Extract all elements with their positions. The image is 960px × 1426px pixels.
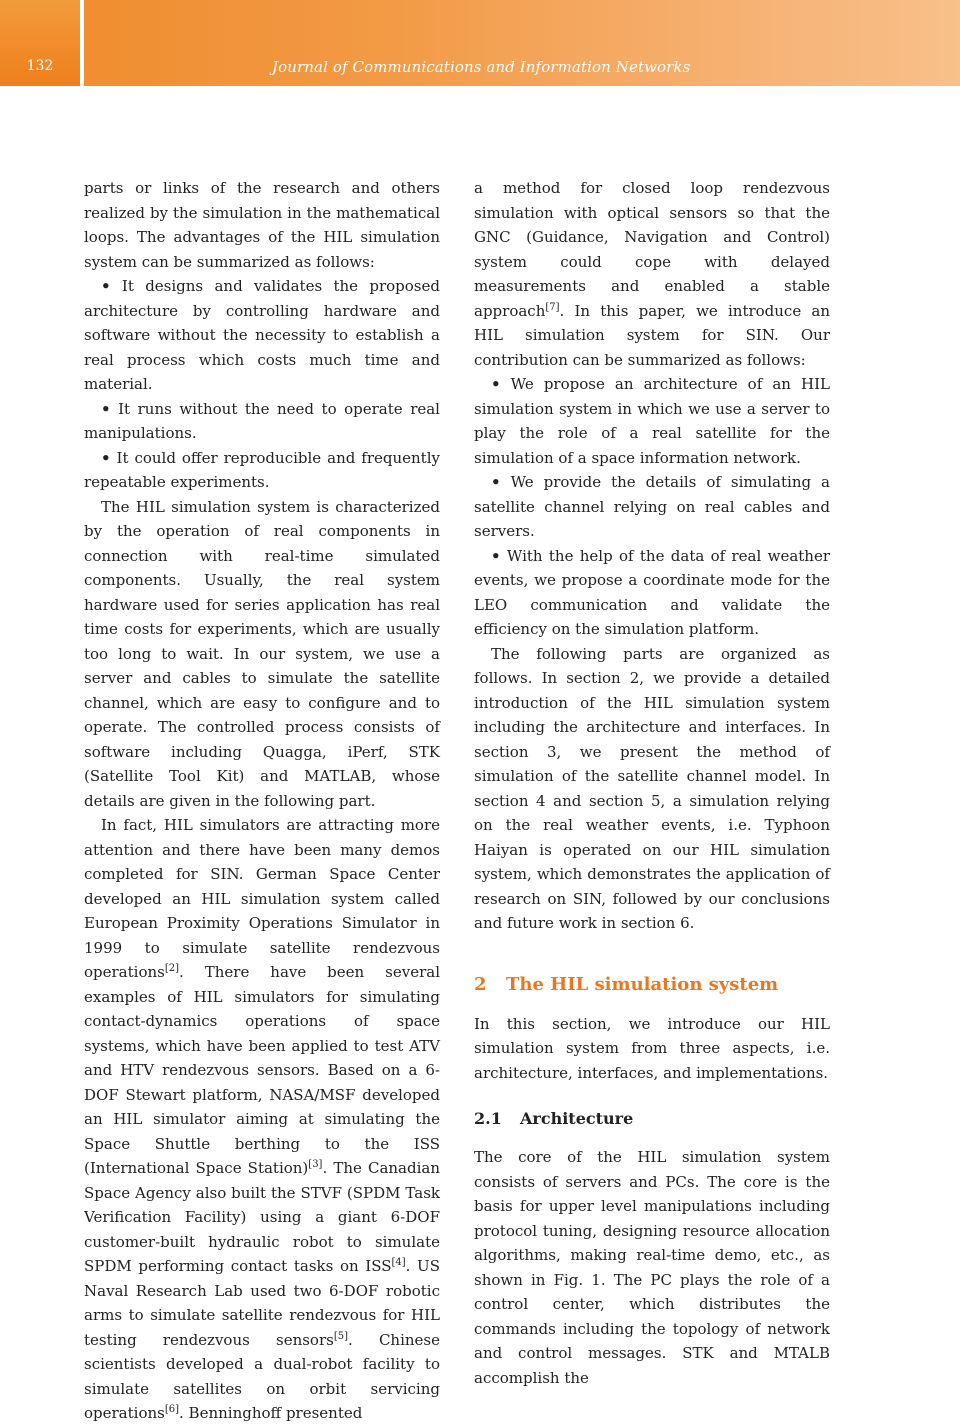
journal-title: Journal of Communications and Information Networks xyxy=(272,58,691,76)
citation[interactable]: [7] xyxy=(545,301,560,313)
bullet-item xyxy=(474,544,830,642)
bullet-text: It could offer reproducible and frequently repeatable experiments. xyxy=(84,448,440,491)
bullet-icon: • xyxy=(101,277,111,295)
page-header xyxy=(0,0,960,86)
bullet-text: We propose an architecture of an HIL simulation system in which we use a server to play the role of a real satellite for the simulation of a space information network. xyxy=(474,375,830,467)
subsection-number: 2.1 xyxy=(474,1109,502,1128)
text: . US Naval Research Lab used two 6-DOF robotic arms to simulate satellite rendezvous for HIL testing rendezvous sensors xyxy=(84,1257,440,1349)
page-number-tab xyxy=(0,0,84,86)
bullet-icon: • xyxy=(101,448,111,467)
bullet-item xyxy=(84,446,440,495)
paragraph: parts or links of the research and others realized by the simulation in the mathematical loops. The advantages of the HIL simulation system can be summarized as follows: xyxy=(84,179,440,271)
bullet-text: It runs without the need to operate real manipulations. xyxy=(84,399,440,442)
bullet-icon: • xyxy=(491,473,501,491)
citation[interactable]: [3] xyxy=(308,1159,323,1170)
text: . The Canadian Space Agency also built the STVF (SPDM Task Verification Facility) using a giant 6-DOF customer-built hydraulic robot to simulate SPDM performing contact tasks on ISS xyxy=(84,1159,441,1275)
paragraph: The HIL simulation system is characterized by the operation of real components in connection with real-time simulated components. Usually, the real system hardware used for series application has real time costs for experiments, which are usually too long to wait. In our system, we use a server and cables to simulate the satellite channel, which are easy to configure and to operate. The controlled process consists of software including Quagga, iPerf, STK (Satellite Tool Kit) and MATLAB, whose details are given in the following part. xyxy=(84,497,440,810)
text: . Chinese scientists developed a dual-robot facility to simulate satellites on orbit servicing operations xyxy=(84,1330,440,1422)
text: . There have been several examples of HIL simulators for simulating contact-dynamics operations of space systems, which have been applied to test ATV and HTV rendezvous sensors. Based on a 6-DOF Stewart platform, NASA/MSF developed an HIL simulator aiming at simulating the Space Shuttle berthing to the ISS (International Space Station) xyxy=(84,963,440,1177)
text: a method for closed loop rendezvous simulation with optical sensors so that the GNC (Guidance, Navigation and Control) system could cope with delayed measurements and enabled a stable approach xyxy=(474,179,830,320)
paragraph xyxy=(84,813,440,1426)
right-column xyxy=(474,176,830,1390)
bullet-item xyxy=(474,470,830,544)
left-column xyxy=(84,176,440,1426)
bullet-text: We provide the details of simulating a satellite channel relying on real cables and servers. xyxy=(474,473,830,540)
bullet-icon: • xyxy=(491,546,501,565)
paragraph xyxy=(474,176,830,372)
subsection-heading xyxy=(474,1107,830,1131)
bullet-text: It designs and validates the proposed architecture by controlling hardware and software without the necessity to establish a real process which costs much time and material. xyxy=(84,277,440,393)
paragraph: The core of the HIL simulation system consists of servers and PCs. The core is the basis for upper level manipulations including protocol tuning, designing resource allocation algorithms, making real-time demo, etc., as shown in Fig. 1. The PC plays the role of a control center, which distributes the commands including the topology of network and control messages. STK and MTALB accomplish the xyxy=(474,1148,830,1387)
page-number: 132 xyxy=(26,58,54,74)
citation[interactable]: [4] xyxy=(391,1257,406,1268)
bullet-text: With the help of the data of real weather events, we propose a coordinate mode for the LEO communication and validate the efficiency on the simulation platform. xyxy=(474,546,830,638)
bullet-icon: • xyxy=(491,375,501,393)
citation[interactable]: [5] xyxy=(333,1330,348,1342)
text: . Benninghoff presented xyxy=(179,1404,363,1422)
paragraph: The following parts are organized as follows. In section 2, we provide a detailed introduction of the HIL simulation system including the architecture and interfaces. In section 3, we present the method of simulation of the satellite channel model. In section 4 and section 5, a simulation relying on the real weather events, i.e. Typhoon Haiyan is operated on our HIL simulation system, which demonstrates the application of research on SIN, followed by our conclusions and future work in section 6. xyxy=(474,644,830,932)
citation[interactable]: [2] xyxy=(164,963,180,974)
citation[interactable]: [6] xyxy=(164,1404,180,1415)
bullet-item xyxy=(84,397,440,446)
bullet-icon: • xyxy=(101,399,111,418)
text: In fact, HIL simulators are attracting more attention and there have been many demos completed for SIN. German Space Center developed an HIL simulation system called European Proximity Operations Simulator in 1999 to simulate satellite rendezvous operations xyxy=(84,816,440,981)
paragraph: In this section, we introduce our HIL simulation system from three aspects, i.e. architecture, interfaces, and implementations. xyxy=(474,1014,830,1082)
section-title: The HIL simulation system xyxy=(506,973,779,995)
bullet-item xyxy=(474,372,830,470)
subsection-title: Architecture xyxy=(520,1109,634,1128)
bullet-item xyxy=(84,274,440,397)
section-heading xyxy=(474,972,830,998)
section-number: 2 xyxy=(474,973,487,995)
text: . In this paper, we introduce an HIL simulation system for SIN. Our contribution can be summarized as follows: xyxy=(474,301,830,369)
